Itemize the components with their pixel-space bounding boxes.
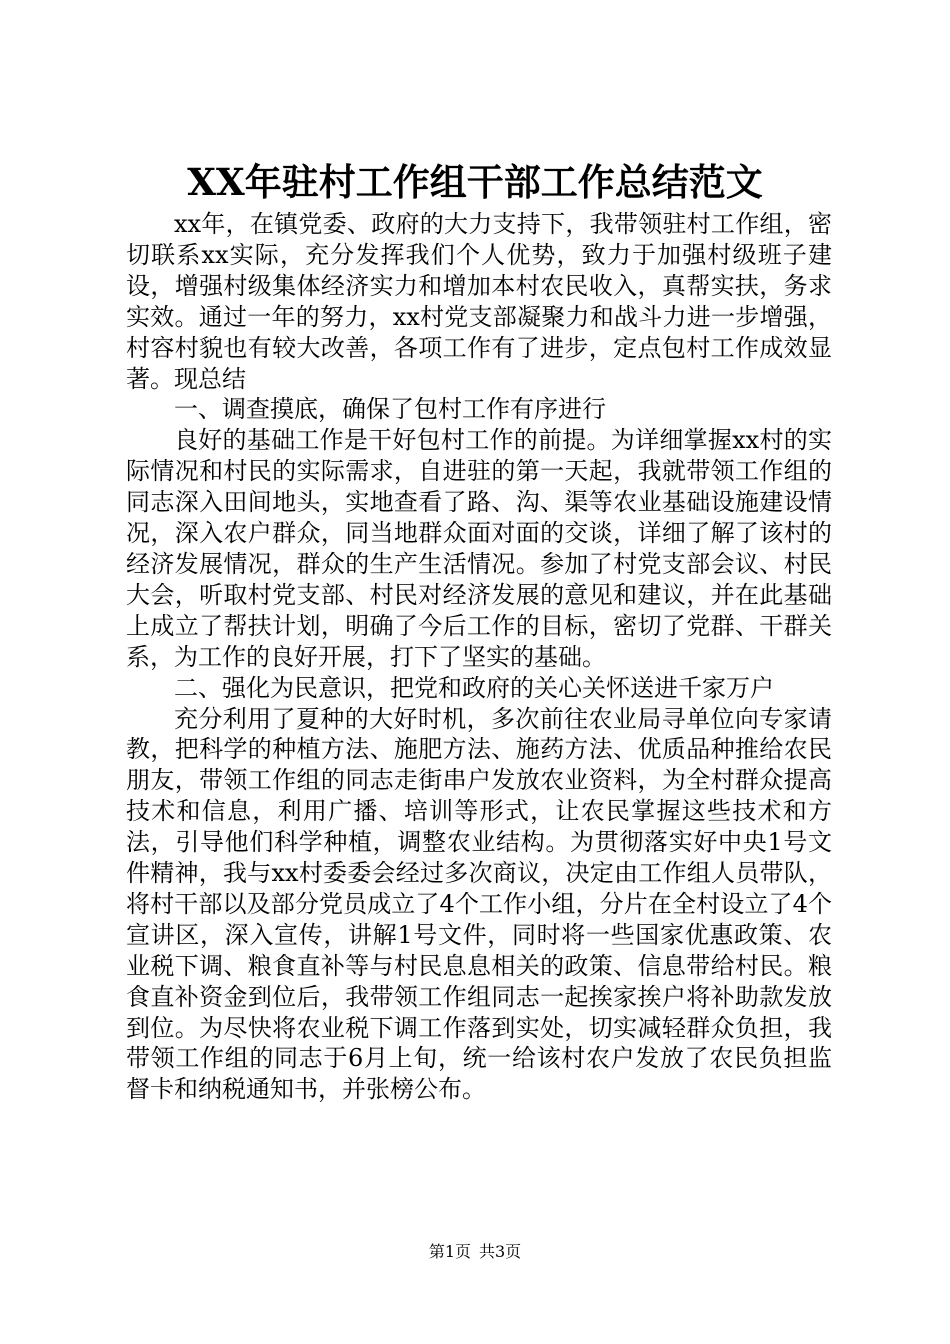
page-footer [0,1241,950,1263]
page-total: 共3页 [479,1242,522,1261]
section-heading-2: 二、强化为民意识，把党和政府的关心关怀送进千家万户 [174,673,774,702]
section-heading-1: 一、调查摸底，确保了包村工作有序进行 [174,395,606,424]
document-title: XX年驻村工作组干部工作总结范文 [187,160,763,204]
page-number: 第1页 [428,1242,471,1261]
document-body [126,209,832,1105]
section-paragraph-2: 充分利用了夏种的大好时机，多次前往农业局寻单位向专家请教，把科学的种植方法、施肥方法、施药方法、优质品种推给农民朋友，带领工作组的同志走街串户发放农业资料，为全村群众提高技术和信息，利用广播、培训等形式，让农民掌握这些技术和方法，引导他们科学种植，调整农业结构。为贯彻落实好中央1号文件精神，我与xx村委委会经过多次商议，决定由工作组人员带队，将村干部以及部分党员成立了4个工作小组，分片在全村设立了4个宣讲区，深入宣传，讲解1号文件，同时将一些国家优惠政策、农业税下调、粮食直补等与村民息息相关的政策、信息带给村民。粮食直补资金到位后，我带领工作组同志一起挨家挨户将补助款发放到位。为尽快将农业税下调工作落到实处，切实减轻群众负担，我带领工作组的同志于6月上旬，统一给该村农户发放了农民负担监督卡和纳税通知书，并张榜公布。 [126,704,832,1104]
section-paragraph-1: 良好的基础工作是干好包村工作的前提。为详细掌握xx村的实际情况和村民的实际需求，自进驻的第一天起，我就带领工作组的同志深入田间地头，实地查看了路、沟、渠等农业基础设施建设情况，深入农户群众，同当地群众面对面的交谈，详细了解了该村的经济发展情况，群众的生产生活情况。参加了村党支部会议、村民大会，听取村党支部、村民对经济发展的意见和建议，并在此基础上成立了帮扶计划，明确了今后工作的目标，密切了党群、干群关系，为工作的良好开展，打下了坚实的基础。 [126,426,832,671]
intro-paragraph: xx年，在镇党委、政府的大力支持下，我带领驻村工作组，密切联系xx实际，充分发挥我们个人优势，致力于加强村级班子建设，增强村级集体经济实力和增加本村农民收入，真帮实扶，务求实效。通过一年的努力，xx村党支部凝聚力和战斗力进一步增强，村容村貌也有较大改善，各项工作有了进步，定点包村工作成效显著。现总结 [126,210,832,393]
